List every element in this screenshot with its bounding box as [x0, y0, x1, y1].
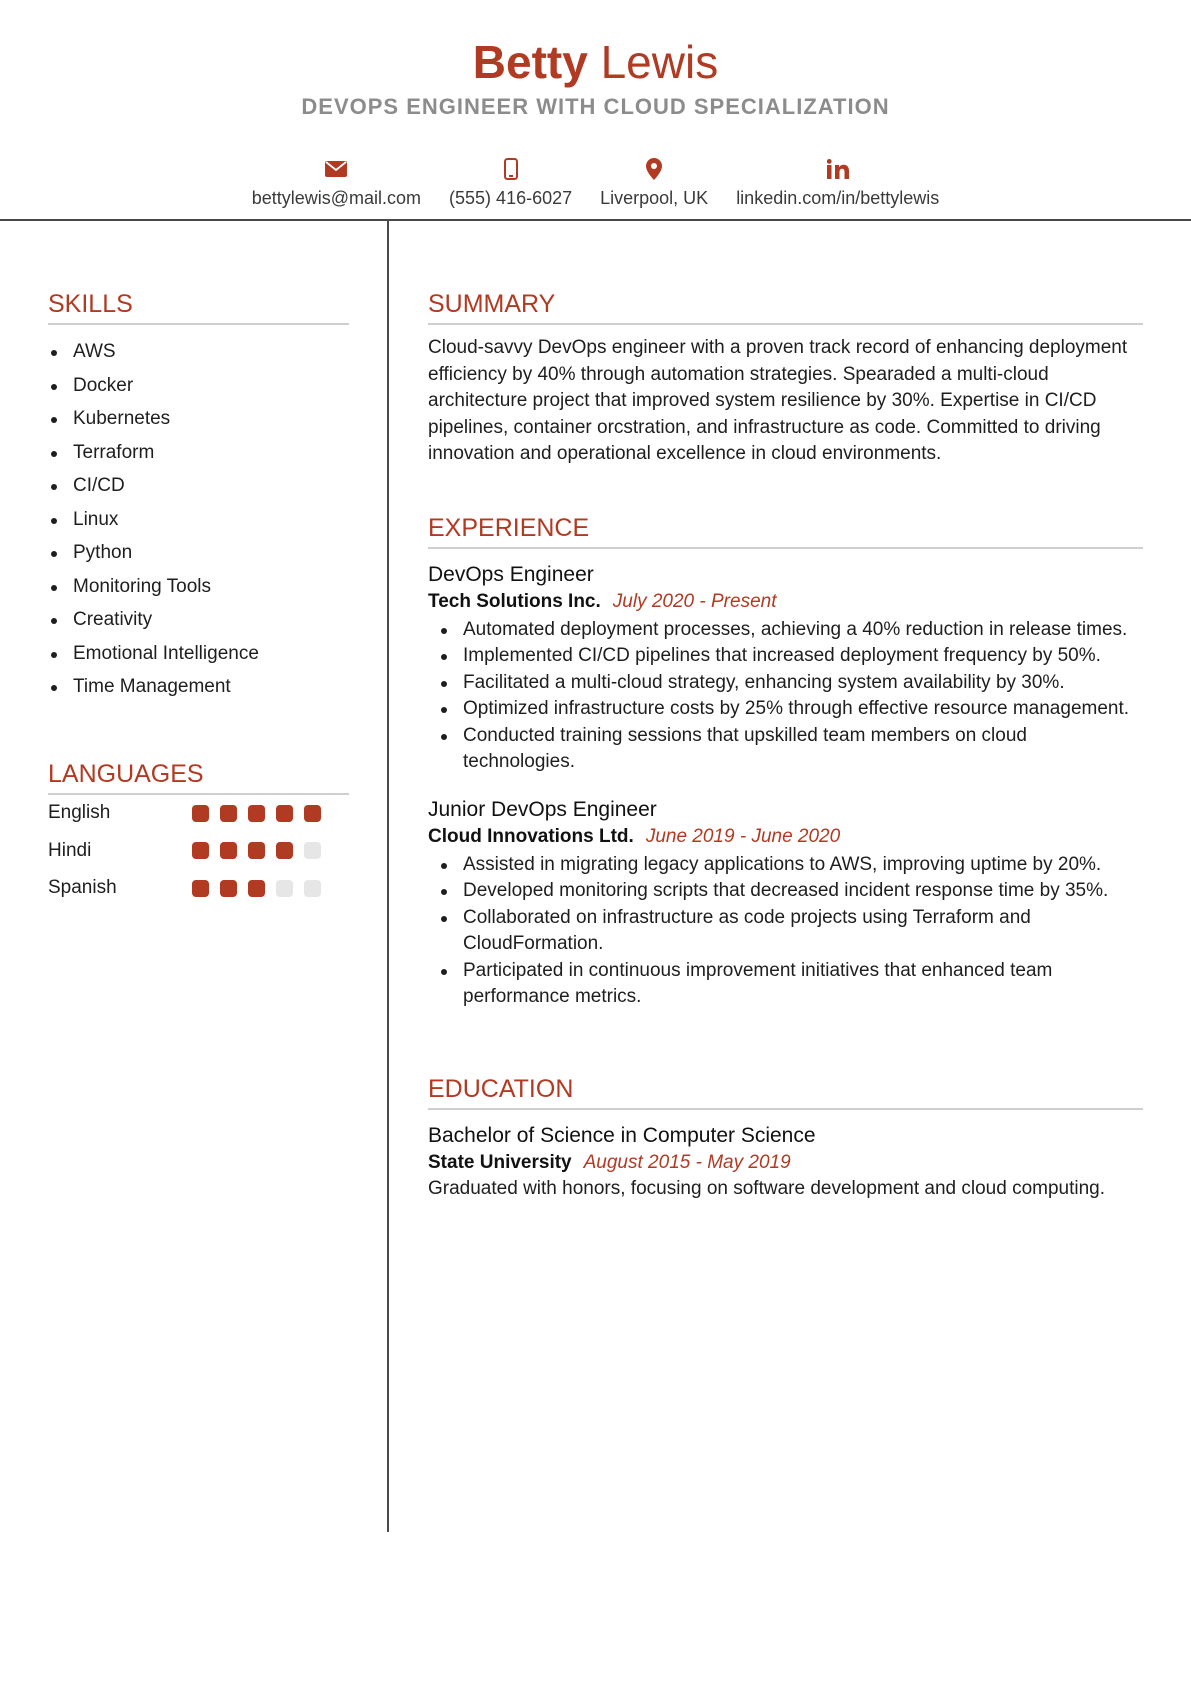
proficiency-dot-filled — [248, 842, 265, 859]
skill-item: Terraform — [48, 436, 349, 470]
language-row — [48, 795, 349, 833]
phone-text: (555) 416-6027 — [449, 188, 573, 208]
job-meta — [428, 589, 1143, 615]
education-section — [428, 1075, 1143, 1203]
language-row — [48, 832, 349, 870]
education-entry — [428, 1122, 1143, 1203]
job-company: Cloud Innovations Ltd. — [428, 825, 634, 847]
proficiency-dot-filled — [248, 805, 265, 822]
column-divider — [387, 221, 389, 1532]
job-bullet: Facilitated a multi-cloud strategy, enhancing system availability by 30%. — [428, 670, 1143, 697]
job-bullet: Conducted training sessions that upskilled team members on cloud technologies. — [428, 723, 1143, 776]
proficiency-dot-filled — [192, 842, 209, 859]
language-row — [48, 870, 349, 908]
job-entry — [428, 561, 1143, 776]
proficiency-dot-filled — [192, 880, 209, 897]
skill-item: CI/CD — [48, 469, 349, 503]
proficiency-dot-filled — [276, 842, 293, 859]
skill-item: Creativity — [48, 603, 349, 637]
last-name: Lewis — [600, 36, 719, 88]
language-name: Hindi — [48, 839, 92, 861]
location-pin-icon — [646, 156, 662, 182]
language-name: Spanish — [48, 877, 117, 899]
job-bullet: Collaborated on infrastructure as code projects using Terraform and CloudFormation. — [428, 905, 1143, 958]
education-description: Graduated with honors, focusing on software development and cloud computing. — [428, 1177, 1106, 1199]
summary-section — [428, 290, 1143, 468]
proficiency-dot-filled — [276, 805, 293, 822]
proficiency-dot-filled — [220, 880, 237, 897]
linkedin-icon — [827, 156, 849, 182]
contact-location — [600, 156, 708, 209]
skills-heading: SKILLS — [48, 290, 349, 325]
skill-item: Linux — [48, 503, 349, 537]
proficiency-dots — [192, 842, 321, 859]
job-bullet: Participated in continuous improvement initiatives that enhanced team performance metrics. — [428, 958, 1143, 1011]
job-entry — [428, 796, 1143, 1011]
proficiency-dot-empty — [276, 880, 293, 897]
education-dates: August 2015 - May 2019 — [583, 1151, 791, 1173]
candidate-name — [0, 34, 1191, 90]
degree: Bachelor of Science in Computer Science — [428, 1123, 816, 1147]
location-text: Liverpool, UK — [600, 188, 709, 208]
contact-linkedin[interactable] — [736, 156, 939, 209]
skill-item: Monitoring Tools — [48, 570, 349, 604]
linkedin-text: linkedin.com/in/bettylewis — [736, 188, 940, 208]
job-role: DevOps Engineer — [428, 562, 594, 586]
proficiency-dot-filled — [192, 805, 209, 822]
job-meta — [428, 824, 1143, 850]
skills-list — [48, 335, 349, 704]
job-dates: July 2020 - Present — [612, 590, 777, 612]
summary-heading: SUMMARY — [428, 290, 1143, 325]
job-bullets — [428, 852, 1143, 1011]
languages-section — [48, 760, 349, 908]
proficiency-dot-filled — [248, 880, 265, 897]
job-bullet: Automated deployment processes, achieving a 40% reduction in release times. — [428, 617, 1143, 644]
job-title-subtitle: DEVOPS ENGINEER WITH CLOUD SPECIALIZATION — [301, 94, 890, 119]
proficiency-dot-filled — [304, 805, 321, 822]
job-bullet: Optimized infrastructure costs by 25% through effective resource management. — [428, 696, 1143, 723]
proficiency-dot-filled — [220, 805, 237, 822]
job-dates: June 2019 - June 2020 — [645, 825, 841, 847]
language-name: English — [48, 802, 111, 824]
summary-text: Cloud-savvy DevOps engineer with a proven track record of enhancing deployment efficiency by 40% through automation strategies. Spearaded a multi-cloud architecture project that improved system resilience by 30%. Expertise in CI/CD pipelines, container orcstration, and infrastructure as code. Committed to driving innovation and operational excellence in cloud environments. — [428, 337, 1128, 464]
skill-item: Emotional Intelligence — [48, 637, 349, 671]
proficiency-dot-empty — [304, 842, 321, 859]
proficiency-dots — [192, 805, 321, 822]
first-name: Betty — [472, 36, 588, 88]
education-meta — [428, 1150, 1143, 1176]
envelope-icon — [325, 156, 347, 182]
contact-email[interactable] — [252, 156, 421, 209]
skill-item: Docker — [48, 369, 349, 403]
job-bullet: Assisted in migrating legacy applications to AWS, improving uptime by 20%. — [428, 852, 1143, 879]
education-heading: EDUCATION — [428, 1075, 1143, 1110]
skill-item: AWS — [48, 335, 349, 369]
email-text: bettylewis@mail.com — [251, 188, 422, 208]
job-company: Tech Solutions Inc. — [428, 590, 601, 612]
left-column — [48, 290, 349, 907]
experience-section — [428, 514, 1143, 1011]
phone-icon — [504, 156, 518, 182]
right-column — [428, 290, 1143, 1202]
job-bullets — [428, 617, 1143, 776]
job-bullet: Implemented CI/CD pipelines that increased deployment frequency by 50%. — [428, 643, 1143, 670]
contact-bar — [0, 156, 1191, 209]
proficiency-dot-filled — [220, 842, 237, 859]
languages-heading: LANGUAGES — [48, 760, 349, 795]
contact-phone[interactable] — [449, 156, 572, 209]
skill-item: Kubernetes — [48, 402, 349, 436]
school: State University — [428, 1151, 572, 1173]
proficiency-dot-empty — [304, 880, 321, 897]
job-role: Junior DevOps Engineer — [428, 797, 657, 821]
experience-heading: EXPERIENCE — [428, 514, 1143, 549]
skills-section — [48, 290, 349, 704]
skill-item: Time Management — [48, 670, 349, 704]
skill-item: Python — [48, 536, 349, 570]
proficiency-dots — [192, 880, 321, 897]
job-bullet: Developed monitoring scripts that decreased incident response time by 35%. — [428, 878, 1143, 905]
resume-header — [0, 0, 1191, 221]
